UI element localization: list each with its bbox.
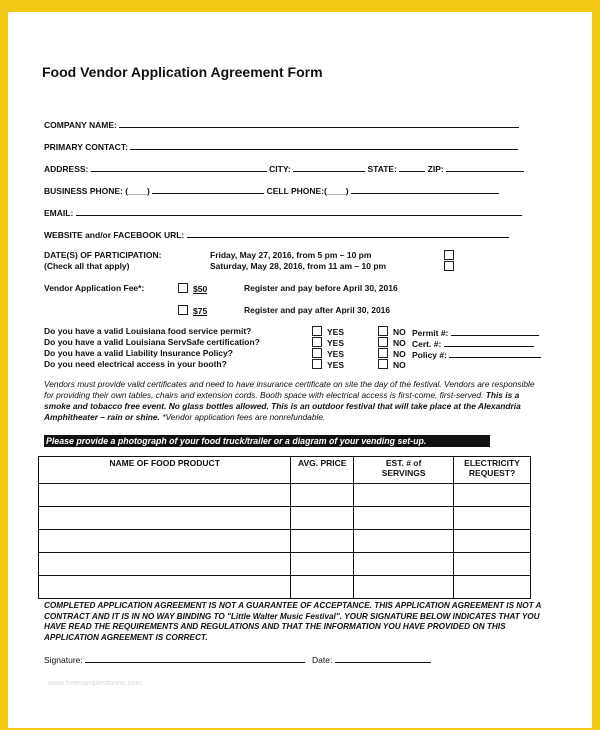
fee-75-note: Register and pay after April 30, 2016 [244,305,391,315]
permit-no-label: NO [393,327,406,337]
servsafe-yes-checkbox[interactable] [312,337,322,347]
cert-number-label: Cert. #: [412,339,442,349]
policy-number-field[interactable] [449,348,541,358]
business-phone-field[interactable] [152,184,264,194]
est-servings-cell[interactable] [354,530,454,553]
email-field[interactable] [76,206,522,216]
vendor-rules-part1: Vendors must provide valid certificates and need to have insurance certificate on site the day of the festival. Vendors are responsible for providing their own tables, chairs and extension cords. Booth space with electrical access is first-come, first-served. [44,379,535,400]
date-row [312,653,431,665]
vendor-rules-paragraph [44,379,544,423]
table-header-row [39,457,531,484]
company-name-field[interactable] [119,118,519,128]
electrical-no-label: NO [393,360,406,370]
vendor-rules-part3: *Vendor application fees are nonrefundable. [159,412,326,422]
participation-date-saturday: Saturday, May 28, 2016, from 11 am – 10 pm [210,261,387,271]
electrical-yes[interactable] [312,359,344,370]
company-name-row [44,118,519,130]
photo-instruction-banner: Please provide a photograph of your food truck/trailer or a diagram of your vending set-up. [44,435,490,447]
food-products-table [38,456,531,599]
servsafe-yes[interactable] [312,337,344,348]
signature-field[interactable] [85,653,305,663]
est-servings-cell[interactable] [354,576,454,599]
avg-price-cell[interactable] [291,530,354,553]
servsafe-no-label: NO [393,338,406,348]
question-permit: Do you have a valid Louisiana food service permit? [44,326,252,336]
fee-50-amount: $50 [193,284,208,294]
company-name-label: COMPANY NAME: [44,120,117,130]
question-servsafe: Do you have a valid Louisiana ServSafe certification? [44,337,260,347]
zip-field[interactable] [446,162,524,172]
cell-phone-label: CELL PHONE:(____) [266,186,349,196]
fee-option-50[interactable] [178,283,207,294]
friday-checkbox[interactable] [444,250,454,260]
fee-label: Vendor Application Fee*: [44,283,145,293]
fee-75-checkbox[interactable] [178,305,188,315]
insurance-yes-checkbox[interactable] [312,348,322,358]
participation-date-friday: Friday, May 27, 2016, from 5 pm – 10 pm [210,250,372,260]
city-field[interactable] [293,162,365,172]
saturday-checkbox[interactable] [444,261,454,271]
permit-yes[interactable] [312,326,344,337]
form-page [8,12,592,728]
cert-number-field[interactable] [444,337,534,347]
header-avg-price: AVG. PRICE [291,457,354,484]
email-row [44,206,522,218]
acceptance-notice: COMPLETED APPLICATION AGREEMENT IS NOT A GUARANTEE OF ACCEPTANCE. THIS APPLICATION AGREEMENT IS NOT A CONTRACT AND IT IS IN NO WAY BINDING TO "Little Walter Music Festival". YOUR SIGNATURE BELOW INDICATES THAT YOU HAVE READ THE REQUIREMENTS AND REGULATIONS AND THAT THE INFORMATION YOU HAVE PROVIDED ON THIS APPLICATION AGREEMENT IS CORRECT. [44,601,542,642]
electricity-request-cell[interactable] [454,484,531,507]
vendor-rules-part2: This is a smoke and tobacco free event. No glass bottles allowed. This is an outdoor festival that will take place at the Alexandria Amphitheater – rain or shine. [44,390,521,422]
header-est-servings: EST. # of SERVINGS [354,457,454,484]
question-electrical: Do you need electrical access in your booth? [44,359,227,369]
zip-label: ZIP: [427,164,444,174]
table-row [39,507,531,530]
cell-phone-field[interactable] [351,184,499,194]
fee-75-amount: $75 [193,306,208,316]
electricity-request-cell[interactable] [454,553,531,576]
primary-contact-row [44,140,518,152]
email-label: EMAIL: [44,208,74,218]
header-electricity-request: ELECTRICITY REQUEST? [454,457,531,484]
fee-50-checkbox[interactable] [178,283,188,293]
permit-number-field[interactable] [451,326,539,336]
food-product-cell[interactable] [39,576,291,599]
insurance-yes[interactable] [312,348,344,359]
permit-yes-checkbox[interactable] [312,326,322,336]
insurance-no-label: NO [393,349,406,359]
phone-row [44,184,499,196]
est-servings-cell[interactable] [354,484,454,507]
header-food-product: NAME OF FOOD PRODUCT [39,457,291,484]
avg-price-cell[interactable] [291,484,354,507]
electricity-request-cell[interactable] [454,576,531,599]
est-servings-cell[interactable] [354,507,454,530]
table-row [39,530,531,553]
electrical-no[interactable] [378,359,406,370]
servsafe-yes-label: YES [327,338,345,348]
website-label: WEBSITE and/or FACEBOOK URL: [44,230,185,240]
food-product-cell[interactable] [39,530,291,553]
servsafe-no-checkbox[interactable] [378,337,388,347]
primary-contact-label: PRIMARY CONTACT: [44,142,128,152]
food-product-cell[interactable] [39,507,291,530]
insurance-yes-label: YES [327,349,345,359]
insurance-no-checkbox[interactable] [378,348,388,358]
website-field[interactable] [187,228,509,238]
form-title: Food Vendor Application Agreement Form [42,64,323,80]
policy-number-label: Policy #: [412,350,447,360]
electricity-request-cell[interactable] [454,530,531,553]
avg-price-cell[interactable] [291,576,354,599]
question-insurance: Do you have a valid Liability Insurance Policy? [44,348,233,358]
signature-row [44,653,305,665]
permit-yes-label: YES [327,327,345,337]
business-phone-label: BUSINESS PHONE: (____) [44,186,150,196]
permit-no[interactable] [378,326,406,337]
state-field[interactable] [399,162,425,172]
insurance-no[interactable] [378,348,406,359]
electrical-yes-checkbox[interactable] [312,359,322,369]
permit-no-checkbox[interactable] [378,326,388,336]
table-row [39,484,531,507]
food-product-cell[interactable] [39,484,291,507]
electrical-no-checkbox[interactable] [378,359,388,369]
participation-label: DATE(S) OF PARTICIPATION: [44,250,162,260]
table-row [39,553,531,576]
participation-hint: (Check all that apply) [44,261,130,271]
policy-number-row [412,348,541,360]
website-row [44,228,509,240]
address-row [44,162,524,174]
date-label: Date: [312,655,333,665]
signature-label: Signature: [44,655,83,665]
permit-number-label: Permit #: [412,328,449,338]
date-field[interactable] [335,653,431,663]
address-label: ADDRESS: [44,164,89,174]
avg-price-cell[interactable] [291,553,354,576]
fee-option-75[interactable] [178,305,207,316]
address-field[interactable] [91,162,267,172]
avg-price-cell[interactable] [291,507,354,530]
est-servings-cell[interactable] [354,553,454,576]
electrical-yes-label: YES [327,360,345,370]
state-label: STATE: [367,164,397,174]
electricity-request-cell[interactable] [454,507,531,530]
servsafe-no[interactable] [378,337,406,348]
fee-50-note: Register and pay before April 30, 2016 [244,283,398,293]
city-label: CITY: [269,164,291,174]
food-product-cell[interactable] [39,553,291,576]
primary-contact-field[interactable] [130,140,518,150]
table-row [39,576,531,599]
watermark: www.freesamplesforms.com [48,678,142,687]
